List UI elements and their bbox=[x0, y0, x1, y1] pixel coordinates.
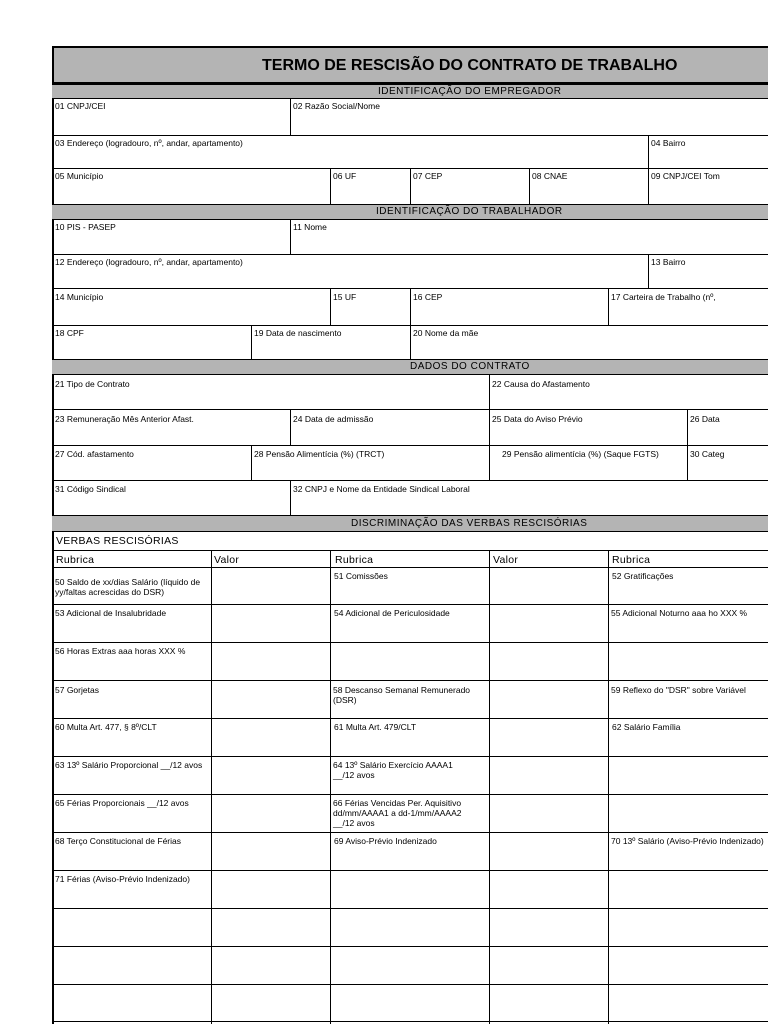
rubrica-63-13-proporcional: 63 13º Salário Proporcional __/12 avos bbox=[55, 760, 203, 770]
field-municipio-trabalhador: 14 Município bbox=[55, 292, 104, 302]
field-data-aviso-previo: 25 Data do Aviso Prévio bbox=[492, 414, 583, 424]
field-uf-empregador: 06 UF bbox=[333, 171, 357, 181]
verbas-subheader: VERBAS RESCISÓRIAS bbox=[56, 535, 179, 547]
col-valor-1: Valor bbox=[214, 554, 240, 566]
field-bairro-empregador: 04 Bairro bbox=[651, 138, 686, 148]
field-endereco-empregador: 03 Endereço (logradouro, nº, andar, apartamento) bbox=[55, 138, 243, 148]
section-worker-title: IDENTIFICAÇÃO DO TRABALHADOR bbox=[376, 206, 563, 217]
field-nome-mae: 20 Nome da mãe bbox=[413, 328, 479, 338]
section-employer-header bbox=[52, 84, 768, 99]
field-endereco-trabalhador: 12 Endereço (logradouro, nº, andar, apartamento) bbox=[55, 257, 243, 267]
field-municipio-empregador: 05 Município bbox=[55, 171, 104, 181]
field-cep-trabalhador: 16 CEP bbox=[413, 292, 443, 302]
field-carteira-trabalho: 17 Carteira de Trabalho (nº, bbox=[611, 292, 716, 302]
field-cod-afastamento: 27 Cód. afastamento bbox=[55, 449, 134, 459]
field-remuneracao: 23 Remuneração Mês Anterior Afast. bbox=[55, 414, 194, 424]
rubrica-55-adicional-noturno: 55 Adicional Noturno aaa ho XXX % bbox=[611, 608, 748, 618]
rubrica-57-gorjetas: 57 Gorjetas bbox=[55, 685, 99, 695]
field-cpf: 18 CPF bbox=[55, 328, 84, 338]
field-data-admissao: 24 Data de admissão bbox=[293, 414, 374, 424]
rubrica-54-periculosidade: 54 Adicional de Periculosidade bbox=[334, 608, 450, 618]
field-causa-afastamento: 22 Causa do Afastamento bbox=[492, 379, 590, 389]
col-valor-2: Valor bbox=[493, 554, 519, 566]
rubrica-60-multa-477: 60 Multa Art. 477, § 8º/CLT bbox=[55, 722, 157, 732]
rubrica-64-13-exercicio: 64 13º Salário Exercício AAAA1 __/12 avos bbox=[333, 760, 453, 780]
rubrica-53-insalubridade: 53 Adicional de Insalubridade bbox=[55, 608, 167, 618]
field-cep-empregador: 07 CEP bbox=[413, 171, 443, 181]
field-cnae: 08 CNAE bbox=[532, 171, 568, 181]
rubrica-65-ferias-proporcionais: 65 Férias Proporcionais __/12 avos bbox=[55, 798, 189, 808]
col-rubrica-1: Rubrica bbox=[56, 554, 95, 566]
field-pis-pasep: 10 PIS - PASEP bbox=[55, 222, 116, 232]
col-rubrica-3: Rubrica bbox=[612, 554, 651, 566]
rubrica-56-horas-extras: 56 Horas Extras aaa horas XXX % bbox=[55, 646, 186, 656]
rubrica-71-ferias-aviso-previo: 71 Férias (Aviso-Prévio Indenizado) bbox=[55, 874, 190, 884]
field-nome-trabalhador: 11 Nome bbox=[293, 222, 327, 232]
col-rubrica-2: Rubrica bbox=[335, 554, 374, 566]
field-uf-trabalhador: 15 UF bbox=[333, 292, 357, 302]
field-entidade-sindical: 32 CNPJ e Nome da Entidade Sindical Laboral bbox=[293, 484, 470, 494]
rubrica-62-salario-familia: 62 Salário Família bbox=[612, 722, 681, 732]
section-verbas-header bbox=[52, 515, 768, 532]
section-worker-header bbox=[52, 204, 768, 220]
rubrica-70-13-aviso-previo: 70 13º Salário (Aviso-Prévio Indenizado) bbox=[611, 836, 764, 846]
rubrica-61-multa-479: 61 Multa Art. 479/CLT bbox=[334, 722, 417, 732]
field-data-nascimento: 19 Data de nascimento bbox=[254, 328, 342, 338]
rubrica-69-aviso-previo: 69 Aviso-Prévio Indenizado bbox=[334, 836, 437, 846]
form-title-bar bbox=[52, 46, 768, 84]
field-data-afastamento: 26 Data bbox=[690, 414, 720, 424]
rubrica-66-ferias-vencidas: 66 Férias Vencidas Per. Aquisitivo dd/mm/AAAA1 a dd-1/mm/AAAA2 __/12 avos bbox=[333, 798, 462, 828]
form-left-border bbox=[52, 46, 54, 1024]
section-employer-title: IDENTIFICAÇÃO DO EMPREGADOR bbox=[378, 86, 562, 97]
rubrica-50-saldo-salario: 50 Saldo de xx/dias Salário (líquido de yy/faltas acrescidas do DSR) bbox=[55, 577, 201, 597]
field-pensao-trct: 28 Pensão Alimentícia (%) (TRCT) bbox=[254, 449, 385, 459]
rubrica-68-terco-ferias: 68 Terço Constitucional de Férias bbox=[55, 836, 181, 846]
field-cnpj-tomador: 09 CNPJ/CEI Tom bbox=[651, 171, 720, 181]
field-pensao-fgts: 29 Pensão alimentícia (%) (Saque FGTS) bbox=[502, 449, 659, 459]
field-razao-social: 02 Razão Social/Nome bbox=[293, 101, 380, 111]
section-contract-title: DADOS DO CONTRATO bbox=[410, 361, 530, 372]
rubrica-58-dsr: 58 Descanso Semanal Remunerado (DSR) bbox=[333, 685, 471, 705]
field-cnpj-cei: 01 CNPJ/CEI bbox=[55, 101, 106, 111]
field-categoria: 30 Categ bbox=[690, 449, 725, 459]
field-tipo-contrato: 21 Tipo de Contrato bbox=[55, 379, 130, 389]
section-verbas-title: DISCRIMINAÇÃO DAS VERBAS RESCISÓRIAS bbox=[351, 518, 588, 529]
field-codigo-sindical: 31 Código Sindical bbox=[55, 484, 126, 494]
form-title: TERMO DE RESCISÃO DO CONTRATO DE TRABALHO bbox=[262, 57, 678, 74]
rubrica-51-comissoes: 51 Comissões bbox=[334, 571, 388, 581]
field-bairro-trabalhador: 13 Bairro bbox=[651, 257, 686, 267]
section-contract-header bbox=[52, 359, 768, 375]
rubrica-52-gratificacoes: 52 Gratificações bbox=[612, 571, 674, 581]
rubrica-59-reflexo-dsr: 59 Reflexo do "DSR" sobre Variável bbox=[611, 685, 746, 695]
